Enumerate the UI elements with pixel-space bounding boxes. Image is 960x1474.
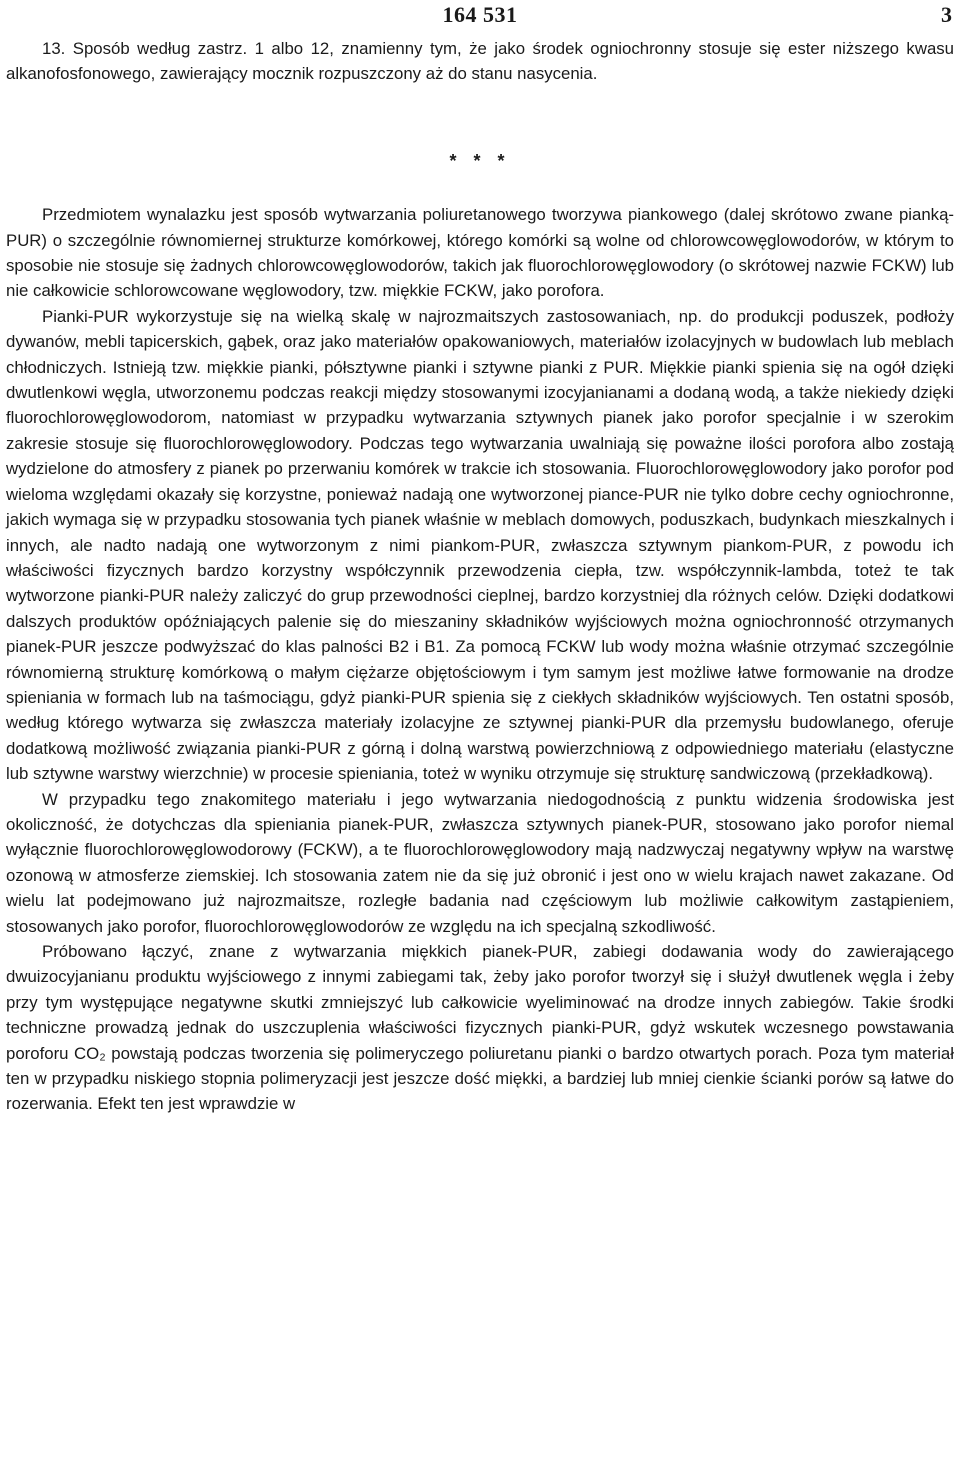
patent-number: 164 531 (442, 2, 518, 27)
paragraph-3: W przypadku tego znakomitego materiału i jego wytwarzania niedogodnością z punktu widzenia środowiska jest okoliczność, że dotychczas dla spieniania pianek-PUR, zwłaszcza sztywnych pianek-PUR, stosowano jako porofor niemal wyłącznie fluorochlorowęglowodorowy (FCKW), a te fluorochlorowęglowodory mają nadzwyczaj negatywny wpływ na warstwę ozonową w atmosferze ziemskiej. Ich stosowania zatem nie da się już obronić i jest ono w wielu krajach nawet zakazane. Od wielu lat podejmowano już najrozmaitsze, rozległe badania nad częściowym lub możliwie całkowitym zastąpieniem, stosowanych jako porofor, fluorochlorowęglowodorów ze względu na ich specjalną szkodliwość. (6, 789, 954, 936)
paragraph-1: Przedmiotem wynalazku jest sposób wytwarzania poliuretanowego tworzywa piankowego (dalej skrótowo zwane pianką-PUR) o szczególnie równomiernej strukturze komórkowej, którego komórki są wolne od chlorowcowęglowodorów, w którym to sposobie nie stosuje się żadnych chlorowcowęglowodorów, takich jak fluorochlorowęglowodory (o skrótowej nazwie FCKW) lub nie całkowicie schlorowcowane węglowodory, tzw. miękkie FCKW, jako porofora. (6, 205, 954, 301)
paragraph-2: Pianki-PUR wykorzystuje się na wielką skalę w najrozmaitszych zastosowaniach, np. do produkcji poduszek, podłoży dywanów, mebli tapicerskich, gąbek, oraz jako materiałów opakowaniowych, materiałów izolacyjnych w budowlach lub meblach chłodniczych. Istnieją tzw. miękkie pianki, półsztywne pianki i sztywne pianki z PUR. Miękkie pianki spienia się na ogół dzięki dwutlenkowi węgla, utworzonemu podczas reakcji między stosowanymi izocyjanianami a dodaną wodą, a także niekiedy dzięki fluorochlorowęglowodorom, natomiast w przypadku wytwarzania sztywnych pianek jako porofor specjalnie i w szerokim zakresie stosuje się fluorochlorowęglowodory. Podczas tego wytwarzania uwalniają się poważne ilości porofora albo zostają wydzielone do atmosfery z pianek po przerwaniu komórek w trakcie ich stosowania. Fluorochlorowęglowodory jako porofor pod wieloma względami okazały się korzystne, ponieważ nadają one wytworzonej piance-PUR nie tylko dobre cechy ogniochronne, jakich wymaga się w przypadku stosowania tych pianek właśnie w meblach domowych, poduszkach, budynkach mieszkalnych i innych, ale nadto nadają one wytworzonym z nimi piankom-PUR, zwłaszcza sztywnym piankom-PUR, z powodu ich właściwości fizycznych bardzo korzystny współczynnik przewodzenia ciepła, tzw. współczynnik-lambda, toteż te tak wytworzone pianki-PUR należy zaliczyć do grup przewodności cieplnej, bardzo korzystniej dla różnych celów. Dzięki dodatkowi dalszych produktów opóźniających palenie się do mieszaniny składników wyjściowych można ogniochronność otrzymanych pianek-PUR jeszcze podwyższać do klas palności B2 i B1. Za pomocą FCKW lub wody można właśnie otrzymać szczególnie równomierną strukturę komórkową o małym ciężarze objętościowym i tym samym jest możliwe łatwe formowanie na drodze spieniania w formach lub na taśmociągu, gdyż pianki-PUR spienia się z ciekłych składników wyjściowych. Ten ostatni sposób, według którego wytwarza się zwłaszcza materiały izolacyjne ze sztywnej pianki-PUR dla przemysłu budowlanego, oferuje dodatkową możliwość związania pianki-PUR z górną i dolną warstwą powierzchniową z odpowiedniego materiału (elastyczne lub sztywne warstwy wierzchnie) w procesie spieniania, toteż w wyniku otrzymuje się strukturę sandwiczową (przekładkową). (6, 306, 954, 784)
page-header (0, 0, 960, 30)
body-text (6, 36, 954, 1117)
paragraph-4: Próbowano łączyć, znane z wytwarzania miękkich pianek-PUR, zabiegi dodawania wody do zawierającego dwuizocyjanianu produktu wyjściowego z innymi zabiegami tak, żeby jako porofor tworzył się i służył dwutlenek węgla i żeby przy tym występujące negatywne skutki zmniejszyć lub całkowicie wyeliminować na drodze innych zabiegów. Takie środki techniczne prowadzą jednak do uszczuplenia właściwości fizycznych pianki-PUR, gdyż wskutek wczesnego powstawania poroforu CO₂ powstają podczas tworzenia się polimeryczego poliuretanu pianki o bardzo otwartych porach. Poza tym materiał ten w przypadku niskiego stopnia polimeryzacji jest jeszcze dość miękki, a bardziej lub mniej cienkie ścianki porów są łatwe do rozerwania. Efekt ten jest wprawdzie w (6, 942, 954, 1114)
page-number: 3 (941, 2, 952, 27)
section-separator: * * * (449, 150, 511, 171)
claim-13: 13. Sposób według zastrz. 1 albo 12, znamienny tym, że jako środek ogniochronny stosuje się ester niższego kwasu alkanofosfonowego, zawierający mocznik rozpuszczony aż do stanu nasycenia. (6, 39, 954, 84)
